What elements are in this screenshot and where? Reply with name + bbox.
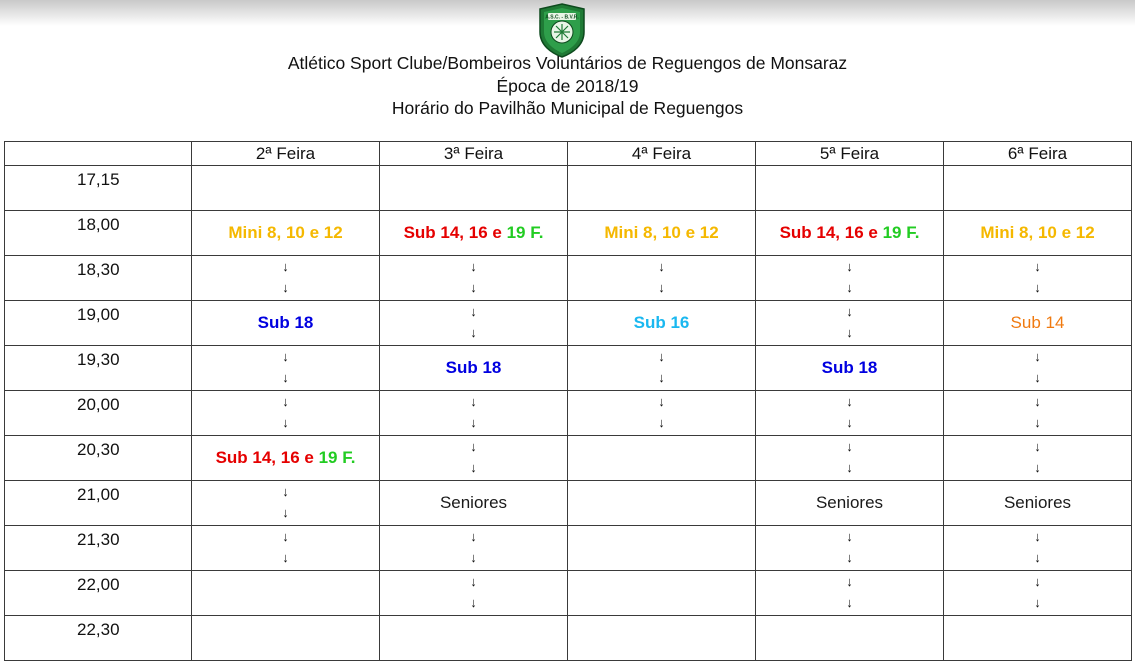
slot-cell — [380, 166, 568, 211]
slot-cell — [756, 166, 944, 211]
continuation-arrow-icon: ↓ — [282, 280, 289, 295]
continuation-arrow-icon: ↓ — [470, 595, 477, 610]
time-label: 20,00 — [77, 395, 120, 414]
slot-cell — [192, 211, 380, 256]
time-cell — [5, 391, 192, 436]
schedule-row — [5, 346, 1132, 391]
slot-cell — [380, 571, 568, 616]
slot-cell — [380, 346, 568, 391]
continuation-arrow-icon: ↓ — [1034, 595, 1041, 610]
continuation-arrow-icon: ↓ — [846, 259, 853, 274]
slot-cell — [944, 256, 1132, 301]
slot-cell — [568, 481, 756, 526]
slot-cell — [568, 436, 756, 481]
day-header: 5ª Feira — [756, 142, 944, 166]
continuation-arrow-icon: ↓ — [658, 259, 665, 274]
team-label-green-part: 19 F. — [882, 223, 920, 242]
continuation-arrow-icon: ↓ — [846, 415, 853, 430]
team-label-green-part: 19 F. — [318, 448, 356, 467]
slot-cell — [756, 436, 944, 481]
continuation-arrow-icon: ↓ — [846, 439, 853, 454]
slot-cell — [380, 436, 568, 481]
slot-cell — [380, 256, 568, 301]
slot-cell — [192, 166, 380, 211]
team-label: Sub 14 — [1010, 313, 1065, 332]
team-label-red-part: Sub 14, 16 e — [215, 448, 319, 467]
slot-cell — [756, 616, 944, 661]
day-header: 6ª Feira — [944, 142, 1132, 166]
continuation-arrow-icon: ↓ — [282, 349, 289, 364]
continuation-arrow-icon: ↓ — [282, 550, 289, 565]
time-cell — [5, 346, 192, 391]
slot-cell — [192, 481, 380, 526]
time-label: 17,15 — [77, 170, 120, 189]
time-label: 18,00 — [77, 215, 120, 234]
continuation-arrow-icon: ↓ — [1034, 550, 1041, 565]
team-label: Sub 16 — [633, 313, 690, 332]
slot-cell — [380, 481, 568, 526]
continuation-arrow-icon: ↓ — [470, 550, 477, 565]
continuation-arrow-icon: ↓ — [846, 325, 853, 340]
slot-cell — [380, 526, 568, 571]
day-header: 3ª Feira — [380, 142, 568, 166]
slot-cell — [568, 301, 756, 346]
slot-cell — [192, 616, 380, 661]
slot-cell — [192, 391, 380, 436]
continuation-arrow-icon: ↓ — [1034, 259, 1041, 274]
time-cell — [5, 301, 192, 346]
time-label: 19,00 — [77, 305, 120, 324]
slot-cell — [944, 211, 1132, 256]
time-cell — [5, 481, 192, 526]
schedule-body — [5, 166, 1132, 661]
continuation-arrow-icon: ↓ — [470, 304, 477, 319]
slot-cell — [568, 571, 756, 616]
slot-cell — [756, 346, 944, 391]
continuation-arrow-icon: ↓ — [470, 325, 477, 340]
club-logo — [537, 2, 587, 58]
slot-cell — [568, 526, 756, 571]
slot-cell — [756, 526, 944, 571]
slot-cell — [192, 256, 380, 301]
slot-cell — [380, 616, 568, 661]
team-label-red-part: Sub 14, 16 e — [403, 223, 507, 242]
slot-cell — [944, 571, 1132, 616]
continuation-arrow-icon: ↓ — [1034, 349, 1041, 364]
continuation-arrow-icon: ↓ — [846, 394, 853, 409]
time-label: 21,00 — [77, 485, 120, 504]
season: Época de 2018/19 — [496, 76, 639, 96]
slot-cell — [756, 481, 944, 526]
club-name: Atlético Sport Clube/Bombeiros Voluntários de Reguengos de Monsaraz — [287, 53, 848, 73]
team-label-sub14-16-19f — [780, 223, 920, 243]
slot-cell — [192, 301, 380, 346]
continuation-arrow-icon: ↓ — [282, 394, 289, 409]
slot-cell — [192, 571, 380, 616]
continuation-arrow-icon: ↓ — [1034, 574, 1041, 589]
slot-cell — [568, 391, 756, 436]
continuation-arrow-icon: ↓ — [846, 574, 853, 589]
time-cell — [5, 526, 192, 571]
team-label: Seniores — [439, 493, 508, 512]
schedule-row — [5, 301, 1132, 346]
slot-cell — [192, 526, 380, 571]
continuation-arrow-icon: ↓ — [846, 529, 853, 544]
continuation-arrow-icon: ↓ — [282, 529, 289, 544]
slot-cell — [756, 256, 944, 301]
continuation-arrow-icon: ↓ — [470, 259, 477, 274]
continuation-arrow-icon: ↓ — [1034, 529, 1041, 544]
logo-text: A.S.C. - B.V.R. — [545, 14, 579, 21]
schedule-row — [5, 391, 1132, 436]
time-cell — [5, 571, 192, 616]
team-label: Sub 18 — [445, 358, 502, 377]
schedule-row — [5, 166, 1132, 211]
slot-cell — [192, 346, 380, 391]
time-header — [5, 142, 192, 166]
time-cell — [5, 256, 192, 301]
slot-cell — [756, 571, 944, 616]
team-label: Mini 8, 10 e 12 — [980, 223, 1095, 242]
continuation-arrow-icon: ↓ — [470, 415, 477, 430]
slot-cell — [944, 526, 1132, 571]
continuation-arrow-icon: ↓ — [1034, 394, 1041, 409]
continuation-arrow-icon: ↓ — [846, 595, 853, 610]
continuation-arrow-icon: ↓ — [282, 484, 289, 499]
slot-cell — [568, 256, 756, 301]
continuation-arrow-icon: ↓ — [1034, 439, 1041, 454]
team-label-sub14-16-19f — [404, 223, 544, 243]
slot-cell — [944, 346, 1132, 391]
continuation-arrow-icon: ↓ — [470, 280, 477, 295]
schedule-title: Horário do Pavilhão Municipal de Reguengos — [391, 98, 744, 118]
time-cell — [5, 436, 192, 481]
schedule-row — [5, 256, 1132, 301]
continuation-arrow-icon: ↓ — [1034, 370, 1041, 385]
slot-cell — [568, 166, 756, 211]
time-cell — [5, 211, 192, 256]
team-label: Seniores — [815, 493, 884, 512]
continuation-arrow-icon: ↓ — [282, 415, 289, 430]
continuation-arrow-icon: ↓ — [470, 529, 477, 544]
team-label: Sub 18 — [257, 313, 314, 332]
continuation-arrow-icon: ↓ — [470, 439, 477, 454]
slot-cell — [756, 301, 944, 346]
continuation-arrow-icon: ↓ — [282, 505, 289, 520]
slot-cell — [944, 166, 1132, 211]
time-label: 19,30 — [77, 350, 120, 369]
schedule-row — [5, 211, 1132, 256]
schedule-row — [5, 436, 1132, 481]
time-label: 22,00 — [77, 575, 120, 594]
continuation-arrow-icon: ↓ — [470, 460, 477, 475]
continuation-arrow-icon: ↓ — [846, 304, 853, 319]
day-header: 4ª Feira — [568, 142, 756, 166]
continuation-arrow-icon: ↓ — [282, 259, 289, 274]
time-cell — [5, 616, 192, 661]
schedule-row — [5, 571, 1132, 616]
slot-cell — [944, 616, 1132, 661]
slot-cell — [568, 346, 756, 391]
slot-cell — [568, 616, 756, 661]
slot-cell — [756, 211, 944, 256]
day-header: 2ª Feira — [192, 142, 380, 166]
continuation-arrow-icon: ↓ — [470, 574, 477, 589]
continuation-arrow-icon: ↓ — [1034, 460, 1041, 475]
slot-cell — [756, 391, 944, 436]
slot-cell — [944, 391, 1132, 436]
schedule-row — [5, 616, 1132, 661]
schedule-row — [5, 526, 1132, 571]
slot-cell — [944, 301, 1132, 346]
continuation-arrow-icon: ↓ — [470, 394, 477, 409]
team-label-green-part: 19 F. — [506, 223, 544, 242]
slot-cell — [944, 436, 1132, 481]
team-label-sub14-16-19f — [216, 448, 356, 468]
continuation-arrow-icon: ↓ — [658, 370, 665, 385]
continuation-arrow-icon: ↓ — [658, 349, 665, 364]
slot-cell — [380, 391, 568, 436]
continuation-arrow-icon: ↓ — [846, 550, 853, 565]
slot-cell — [568, 211, 756, 256]
slot-cell — [944, 481, 1132, 526]
continuation-arrow-icon: ↓ — [658, 415, 665, 430]
continuation-arrow-icon: ↓ — [846, 460, 853, 475]
continuation-arrow-icon: ↓ — [658, 280, 665, 295]
team-label-red-part: Sub 14, 16 e — [779, 223, 883, 242]
time-label: 21,30 — [77, 530, 120, 549]
header-row — [5, 142, 1132, 166]
time-cell — [5, 166, 192, 211]
continuation-arrow-icon: ↓ — [846, 280, 853, 295]
schedule-row — [5, 481, 1132, 526]
team-label: Mini 8, 10 e 12 — [604, 223, 719, 242]
time-label: 22,30 — [77, 620, 120, 639]
team-label: Mini 8, 10 e 12 — [228, 223, 343, 242]
slot-cell — [192, 436, 380, 481]
schedule-table — [4, 141, 1132, 661]
continuation-arrow-icon: ↓ — [1034, 415, 1041, 430]
time-label: 20,30 — [77, 440, 120, 459]
team-label: Sub 18 — [821, 358, 878, 377]
continuation-arrow-icon: ↓ — [658, 394, 665, 409]
slot-cell — [380, 211, 568, 256]
time-label: 18,30 — [77, 260, 120, 279]
continuation-arrow-icon: ↓ — [282, 370, 289, 385]
slot-cell — [380, 301, 568, 346]
team-label: Seniores — [1003, 493, 1072, 512]
continuation-arrow-icon: ↓ — [1034, 280, 1041, 295]
